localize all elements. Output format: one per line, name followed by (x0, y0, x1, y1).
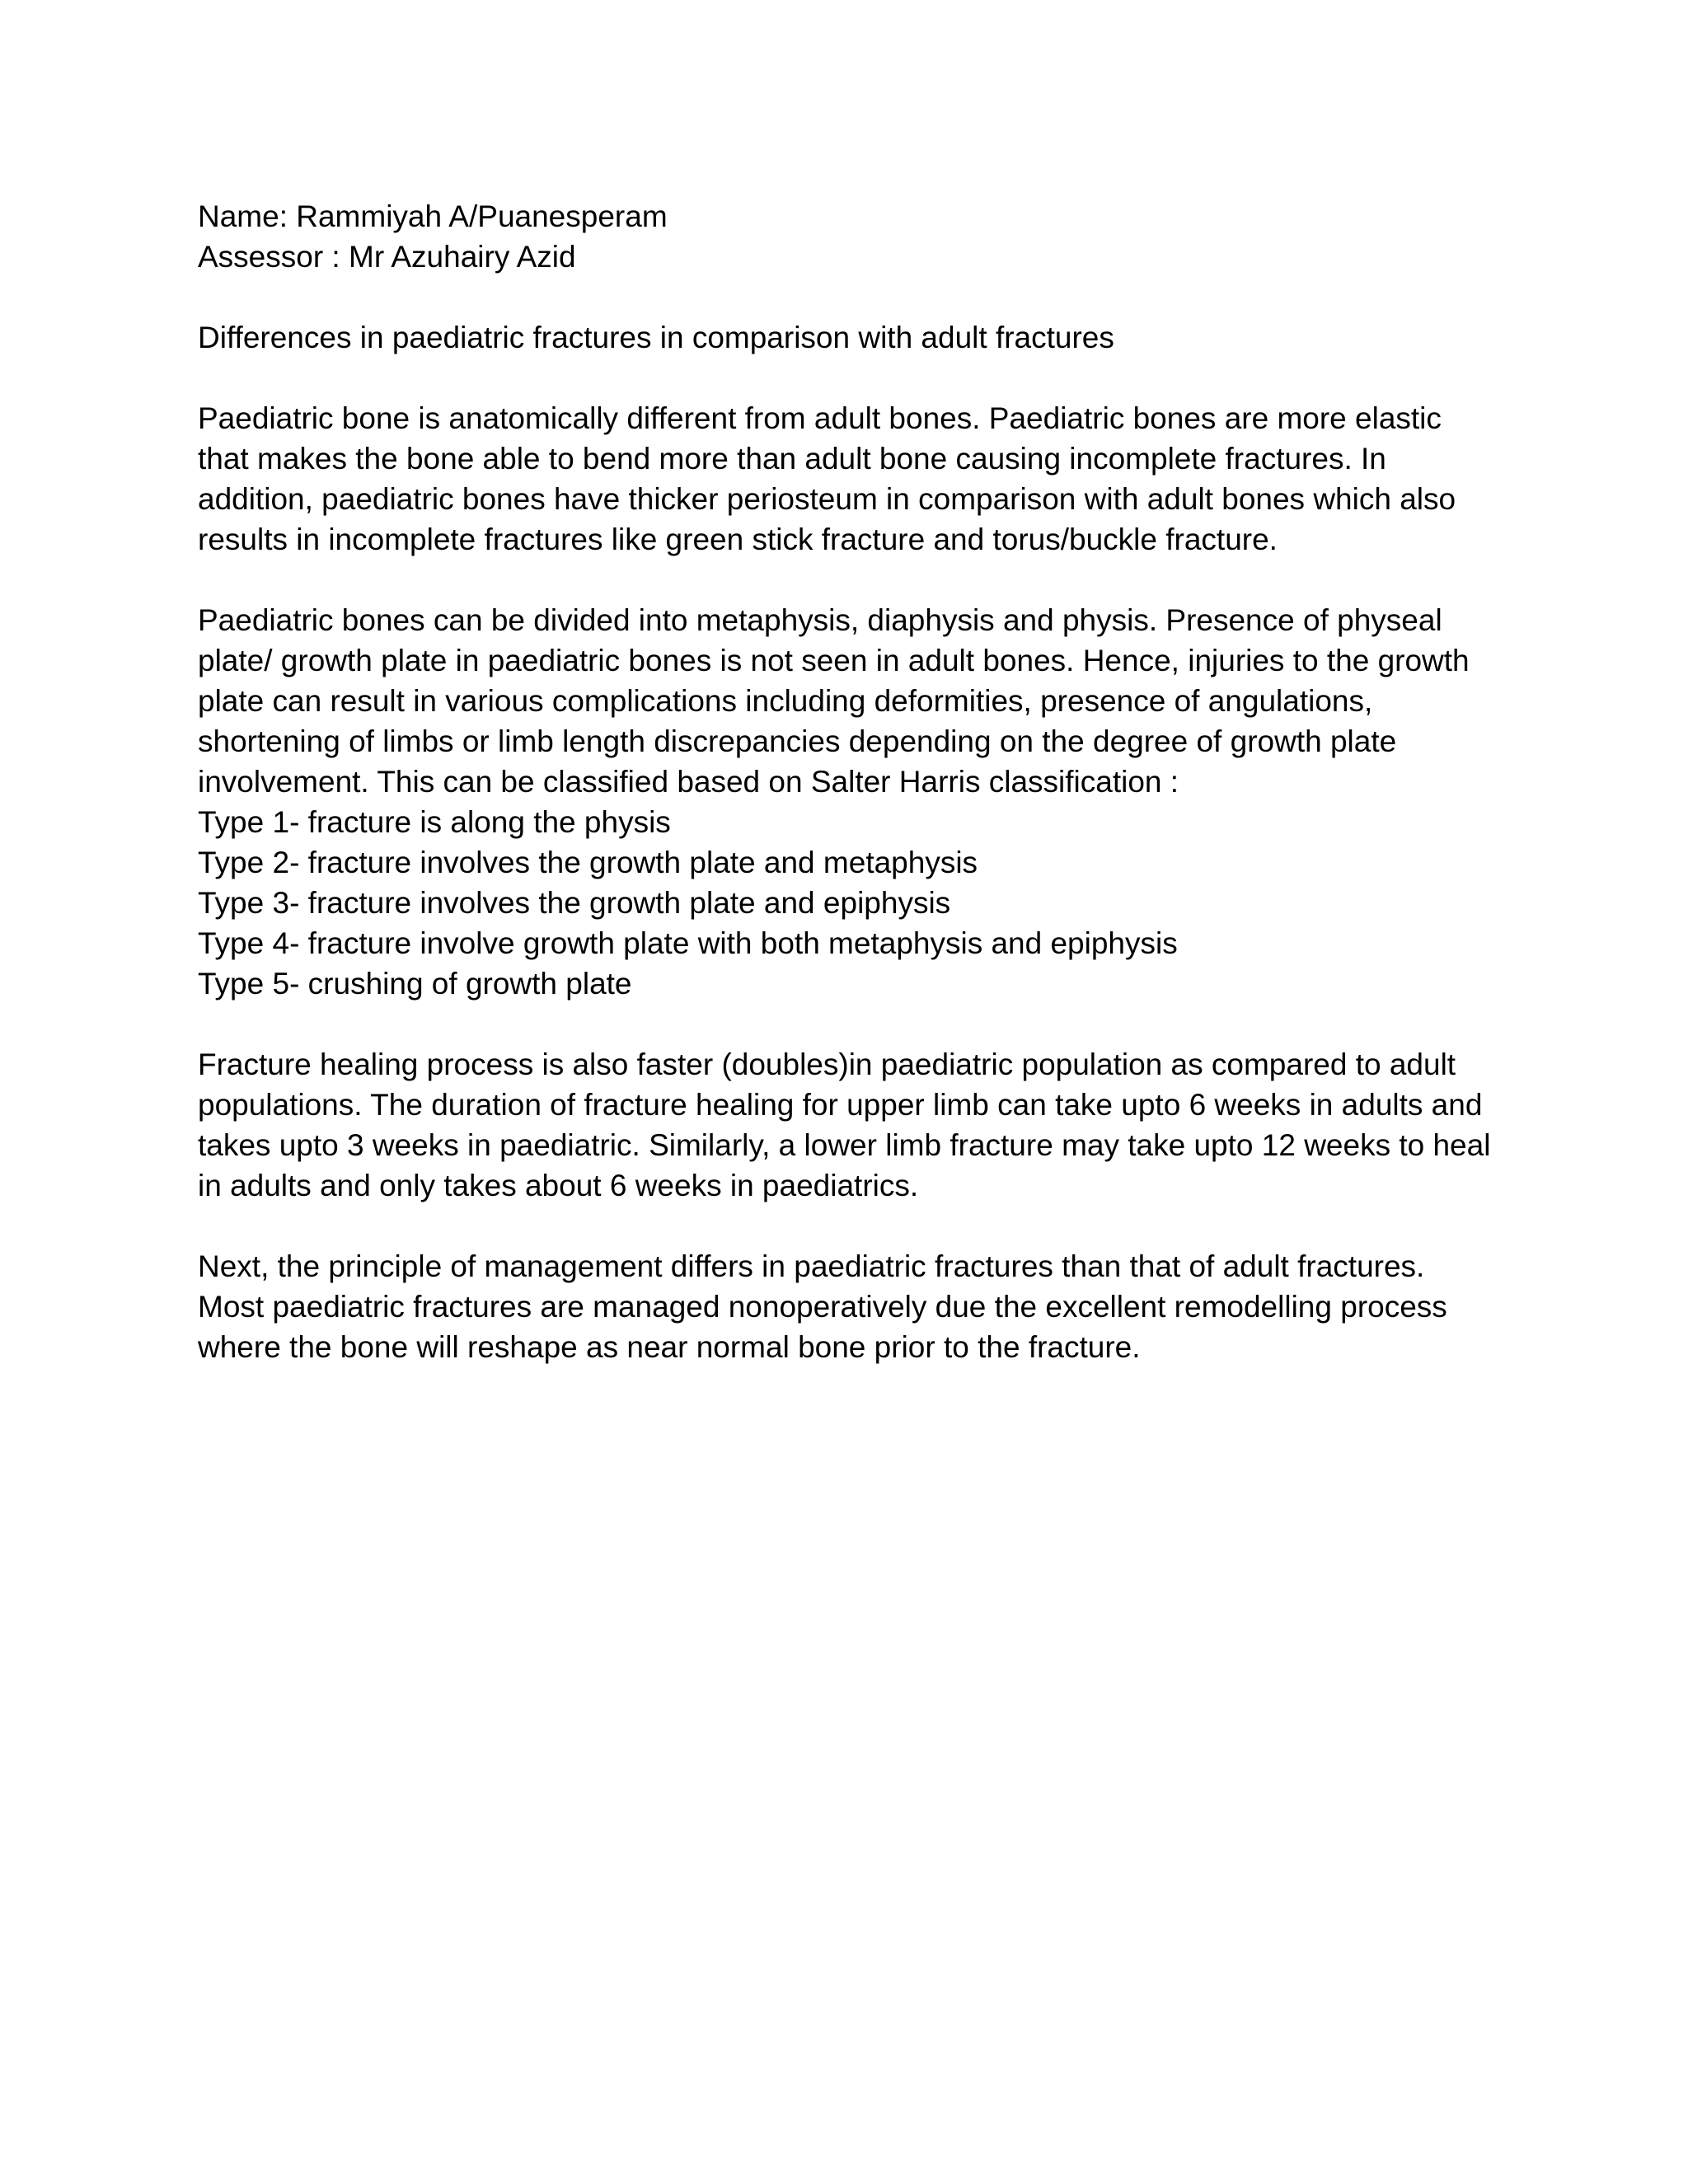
paragraph-line: results in incomplete fractures like green stick fracture and torus/buckle fracture. (198, 523, 1278, 556)
paragraph-line: Paediatric bone is anatomically different from adult bones. Paediatric bones are more elastic (198, 401, 1442, 435)
document-title: Differences in paediatric fractures in comparison with adult fractures (198, 321, 1114, 354)
assessor-line: Assessor : Mr Azuhairy Azid (198, 240, 576, 274)
author-block (198, 196, 1500, 277)
paragraph-line: involvement. This can be classified based on Salter Harris classification : (198, 765, 1179, 799)
paragraph-growth-plate (198, 600, 1500, 1004)
paragraph-line: takes upto 3 weeks in paediatric. Similarly, a lower limb fracture may take upto 12 weeks to heal (198, 1128, 1491, 1162)
salter-harris-type-1: Type 1- fracture is along the physis (198, 805, 671, 839)
paragraph-line: Paediatric bones can be divided into metaphysis, diaphysis and physis. Presence of physeal (198, 603, 1442, 637)
paragraph-anatomy (198, 398, 1500, 560)
paragraph-management (198, 1246, 1500, 1367)
paragraph-line: plate/ growth plate in paediatric bones is not seen in adult bones. Hence, injuries to the growth (198, 644, 1470, 677)
paragraph-line: in adults and only takes about 6 weeks in paediatrics. (198, 1169, 919, 1202)
salter-harris-type-4: Type 4- fracture involve growth plate with both metaphysis and epiphysis (198, 926, 1178, 960)
salter-harris-type-3: Type 3- fracture involves the growth plate and epiphysis (198, 886, 951, 920)
paragraph-line: plate can result in various complications including deformities, presence of angulations, (198, 684, 1373, 718)
document-body (198, 196, 1500, 1367)
name-line: Name: Rammiyah A/Puanesperam (198, 199, 668, 233)
paragraph-line: Fracture healing process is also faster (doubles)in paediatric population as compared to adult (198, 1047, 1456, 1081)
paragraph-line: Next, the principle of management differs in paediatric fractures than that of adult fractures. (198, 1249, 1425, 1283)
paragraph-line: shortening of limbs or limb length discrepancies depending on the degree of growth plate (198, 724, 1397, 758)
paragraph-line: Most paediatric fractures are managed nonoperatively due the excellent remodelling process (198, 1290, 1447, 1324)
salter-harris-type-2: Type 2- fracture involves the growth plate and metaphysis (198, 846, 978, 879)
document-title-block (198, 317, 1500, 358)
paragraph-line: populations. The duration of fracture healing for upper limb can take upto 6 weeks in adults and (198, 1088, 1483, 1122)
paragraph-line: where the bone will reshape as near normal bone prior to the fracture. (198, 1330, 1141, 1364)
paragraph-line: addition, paediatric bones have thicker periosteum in comparison with adult bones which also (198, 482, 1456, 516)
salter-harris-type-5: Type 5- crushing of growth plate (198, 967, 632, 1001)
paragraph-line: that makes the bone able to bend more than adult bone causing incomplete fractures. In (198, 442, 1386, 476)
paragraph-healing (198, 1044, 1500, 1206)
